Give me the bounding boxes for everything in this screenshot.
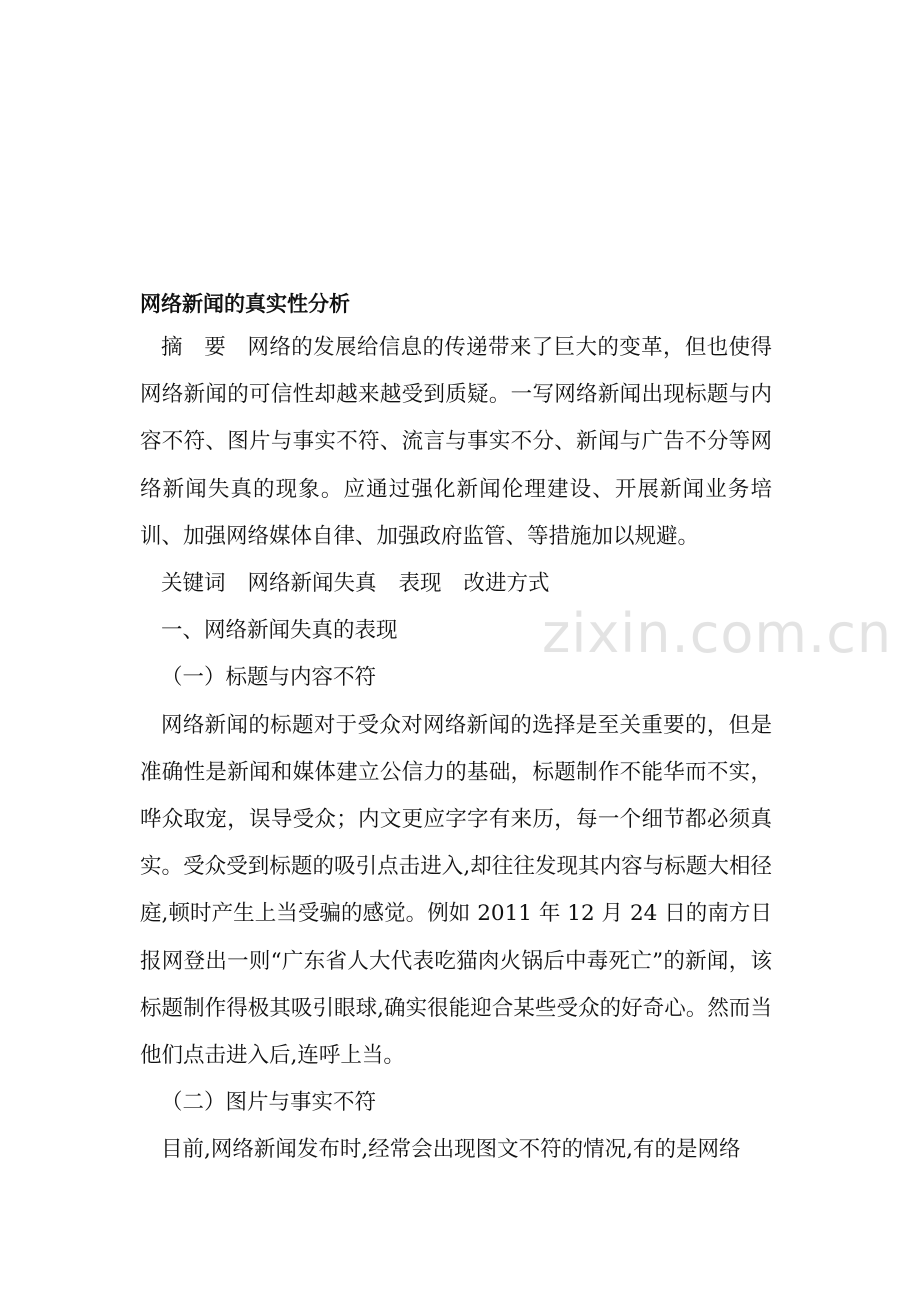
keywords-label: 关键词 (161, 571, 226, 597)
keyword-3: 改进方式 (463, 571, 550, 597)
watermark: zixin.com.cn (542, 602, 893, 665)
section-heading-1: 一、网络新闻失真的表现 (161, 618, 398, 644)
subsection-1-paragraph: 网络新闻的标题对于受众对网络新闻的选择是至关重要的，但是准确性是新闻和媒体建立公信力的基础，标题制作不能华而不实，哗众取宠，误导受众；内文更应字字有来历，每一个细节都必须真实。受众受到标题的吸引点击进入,却往往发现其内容与标题大相径庭,顿时产生上当受骗的感觉。例如 2011 年 12 月 24 日的南方日报网登出一则“广东省人大代表吃猫肉火锅后中毒死亡”的新闻，该标题制作得极其吸引眼球,确实很能迎合某些受众的好奇心。然而当他们点击进入后,连呼上当。 (140, 712, 772, 1069)
document-body (140, 284, 772, 1174)
keyword-2: 表现 (398, 571, 442, 597)
subsection-heading-1: （一）标题与内容不符 (161, 665, 377, 691)
subsection-heading-2: （二）图片与事实不符 (161, 1090, 377, 1116)
abstract-text: 网络的发展给信息的传递带来了巨大的变革，但也使得网络新闻的可信性却越来越受到质疑。一写网络新闻出现标题与内容不符、图片与事实不符、流言与事实不分、新闻与广告不分等网络新闻失真的现象。应通过强化新闻伦理建设、开展新闻业务培训、加强网络媒体自律、加强政府监管、等措施加以规避。 (140, 335, 772, 549)
subsection-2-paragraph: 目前,网络新闻发布时,经常会出现图文不符的情况,有的是网络 (161, 1137, 741, 1163)
abstract-label-2: 要 (203, 335, 227, 360)
abstract-label-1: 摘 (161, 335, 183, 360)
keywords-line (140, 560, 772, 607)
abstract-paragraph (140, 324, 772, 560)
keyword-1: 网络新闻失真 (247, 571, 377, 597)
document-title: 网络新闻的真实性分析 (140, 292, 350, 316)
